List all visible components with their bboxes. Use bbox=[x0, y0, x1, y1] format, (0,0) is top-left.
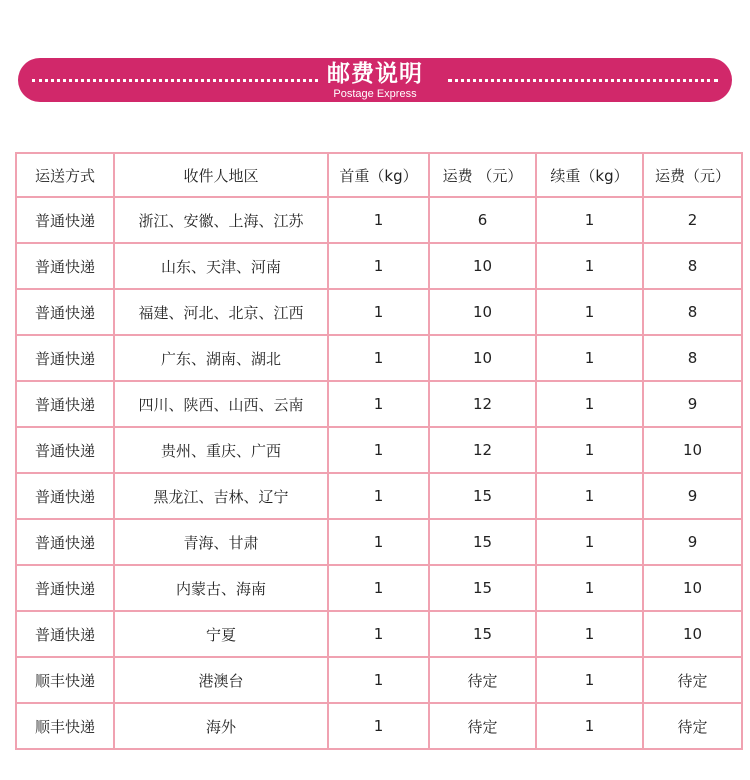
column-header-recipient-region: 收件人地区 bbox=[114, 153, 328, 197]
cell-additional-fee: 10 bbox=[643, 427, 742, 473]
table-row bbox=[16, 381, 742, 427]
table-row bbox=[16, 473, 742, 519]
cell-additional-weight: 1 bbox=[536, 657, 643, 703]
cell-recipient-region: 宁夏 bbox=[114, 611, 328, 657]
cell-first-fee: 15 bbox=[429, 473, 536, 519]
cell-additional-fee: 2 bbox=[643, 197, 742, 243]
cell-first-weight: 1 bbox=[328, 381, 429, 427]
cell-first-fee: 12 bbox=[429, 381, 536, 427]
cell-additional-weight: 1 bbox=[536, 335, 643, 381]
cell-recipient-region: 青海、甘肃 bbox=[114, 519, 328, 565]
table-row bbox=[16, 427, 742, 473]
cell-shipping-method: 普通快递 bbox=[16, 381, 114, 427]
cell-recipient-region: 四川、陕西、山西、云南 bbox=[114, 381, 328, 427]
column-header-additional-weight: 续重（kg） bbox=[536, 153, 643, 197]
column-header-first-weight: 首重（kg） bbox=[328, 153, 429, 197]
cell-first-fee: 待定 bbox=[429, 657, 536, 703]
cell-additional-weight: 1 bbox=[536, 243, 643, 289]
cell-shipping-method: 普通快递 bbox=[16, 289, 114, 335]
cell-additional-weight: 1 bbox=[536, 197, 643, 243]
cell-additional-weight: 1 bbox=[536, 427, 643, 473]
cell-shipping-method: 顺丰快递 bbox=[16, 657, 114, 703]
cell-first-weight: 1 bbox=[328, 335, 429, 381]
banner-subtitle: Postage Express bbox=[333, 88, 417, 100]
cell-additional-weight: 1 bbox=[536, 381, 643, 427]
cell-first-weight: 1 bbox=[328, 657, 429, 703]
postage-banner bbox=[18, 58, 732, 102]
cell-shipping-method: 普通快递 bbox=[16, 473, 114, 519]
cell-first-weight: 1 bbox=[328, 289, 429, 335]
cell-additional-fee: 10 bbox=[643, 565, 742, 611]
cell-recipient-region: 浙江、安徽、上海、江苏 bbox=[114, 197, 328, 243]
table-body bbox=[16, 197, 742, 749]
cell-first-weight: 1 bbox=[328, 473, 429, 519]
cell-recipient-region: 黑龙江、吉林、辽宁 bbox=[114, 473, 328, 519]
cell-first-fee: 10 bbox=[429, 335, 536, 381]
cell-additional-weight: 1 bbox=[536, 289, 643, 335]
table-row bbox=[16, 243, 742, 289]
cell-first-fee: 12 bbox=[429, 427, 536, 473]
cell-first-fee: 10 bbox=[429, 243, 536, 289]
cell-shipping-method: 普通快递 bbox=[16, 519, 114, 565]
table-row bbox=[16, 703, 742, 749]
cell-recipient-region: 福建、河北、北京、江西 bbox=[114, 289, 328, 335]
cell-first-fee: 待定 bbox=[429, 703, 536, 749]
shipping-rate-table bbox=[15, 152, 743, 750]
cell-shipping-method: 普通快递 bbox=[16, 197, 114, 243]
cell-additional-weight: 1 bbox=[536, 473, 643, 519]
cell-additional-fee: 8 bbox=[643, 289, 742, 335]
cell-first-fee: 15 bbox=[429, 565, 536, 611]
cell-recipient-region: 贵州、重庆、广西 bbox=[114, 427, 328, 473]
cell-shipping-method: 普通快递 bbox=[16, 565, 114, 611]
table-row bbox=[16, 197, 742, 243]
table-row bbox=[16, 565, 742, 611]
cell-first-fee: 15 bbox=[429, 611, 536, 657]
cell-additional-fee: 9 bbox=[643, 473, 742, 519]
cell-additional-fee: 9 bbox=[643, 519, 742, 565]
cell-first-weight: 1 bbox=[328, 611, 429, 657]
table-row bbox=[16, 657, 742, 703]
cell-additional-fee: 8 bbox=[643, 243, 742, 289]
cell-first-fee: 10 bbox=[429, 289, 536, 335]
cell-additional-fee: 9 bbox=[643, 381, 742, 427]
cell-shipping-method: 普通快递 bbox=[16, 243, 114, 289]
table-row bbox=[16, 289, 742, 335]
cell-first-weight: 1 bbox=[328, 703, 429, 749]
cell-recipient-region: 山东、天津、河南 bbox=[114, 243, 328, 289]
table-header-row bbox=[16, 153, 742, 197]
cell-first-fee: 6 bbox=[429, 197, 536, 243]
cell-additional-weight: 1 bbox=[536, 519, 643, 565]
cell-additional-fee: 待定 bbox=[643, 703, 742, 749]
table-row bbox=[16, 611, 742, 657]
column-header-shipping-method: 运送方式 bbox=[16, 153, 114, 197]
table-row bbox=[16, 519, 742, 565]
cell-additional-weight: 1 bbox=[536, 565, 643, 611]
cell-additional-fee: 待定 bbox=[643, 657, 742, 703]
cell-additional-fee: 10 bbox=[643, 611, 742, 657]
column-header-first-fee: 运费 （元） bbox=[429, 153, 536, 197]
cell-additional-weight: 1 bbox=[536, 703, 643, 749]
cell-first-weight: 1 bbox=[328, 565, 429, 611]
cell-recipient-region: 海外 bbox=[114, 703, 328, 749]
cell-recipient-region: 广东、湖南、湖北 bbox=[114, 335, 328, 381]
banner-dotted-line-left bbox=[32, 79, 318, 82]
cell-shipping-method: 顺丰快递 bbox=[16, 703, 114, 749]
cell-shipping-method: 普通快递 bbox=[16, 335, 114, 381]
cell-first-weight: 1 bbox=[328, 197, 429, 243]
column-header-additional-fee: 运费（元） bbox=[643, 153, 742, 197]
banner-title: 邮费说明 bbox=[327, 61, 423, 87]
banner-dotted-line-right bbox=[448, 79, 718, 82]
cell-recipient-region: 港澳台 bbox=[114, 657, 328, 703]
cell-shipping-method: 普通快递 bbox=[16, 427, 114, 473]
cell-first-weight: 1 bbox=[328, 519, 429, 565]
cell-shipping-method: 普通快递 bbox=[16, 611, 114, 657]
cell-first-fee: 15 bbox=[429, 519, 536, 565]
cell-additional-fee: 8 bbox=[643, 335, 742, 381]
cell-first-weight: 1 bbox=[328, 243, 429, 289]
table-row bbox=[16, 335, 742, 381]
cell-recipient-region: 内蒙古、海南 bbox=[114, 565, 328, 611]
cell-first-weight: 1 bbox=[328, 427, 429, 473]
cell-additional-weight: 1 bbox=[536, 611, 643, 657]
